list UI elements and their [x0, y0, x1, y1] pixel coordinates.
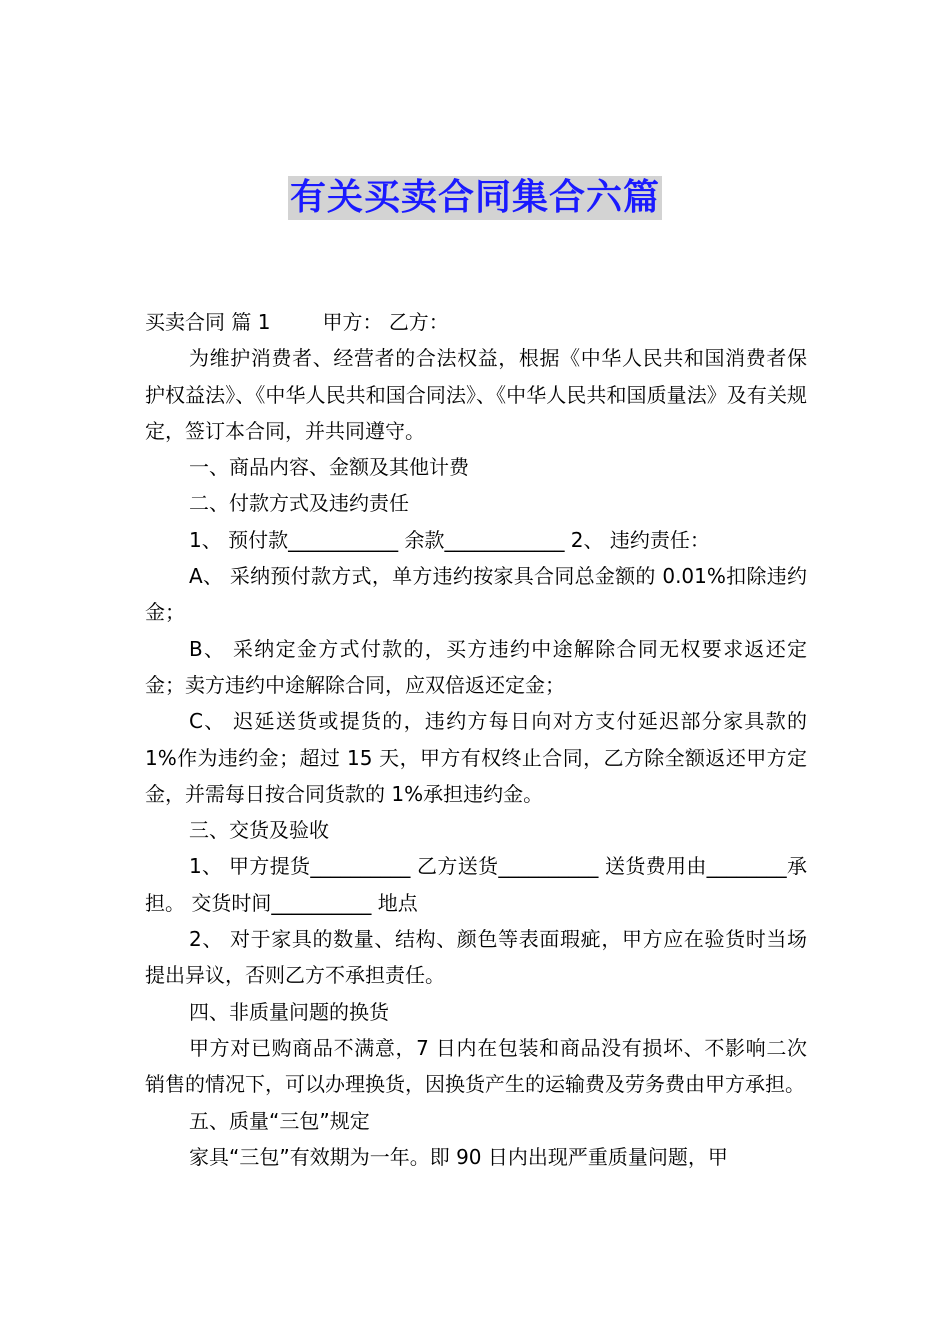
clause-b: B、 采纳定金方式付款的，买方违约中途解除合同无权要求返还定金；卖方违约中途解除合同，应双倍返还定金； — [145, 636, 807, 697]
delivery-clause-2: 2、 对于家具的数量、结构、颜色等表面瑕疵，甲方应在验货时当场提出异议，否则乙方不承担责任。 — [145, 927, 807, 988]
party-b-label: 乙方： — [388, 310, 449, 334]
warranty-clause: 家具“三包”有效期为一年。即 90 日内出现严重质量问题，甲 — [189, 1144, 728, 1169]
document-title: 有关买卖合同集合六篇 — [289, 177, 660, 218]
section-heading-4: 四、非质量问题的换货 — [189, 999, 389, 1024]
clause-c: C、 迟延送货或提货的，违约方每日向对方支付延迟部分家具款的 1%作为违约金；超过 15 天，甲方有权终止合同，乙方除全额返还甲方定金，并需每日按合同货款的 1%承担违约金。 — [145, 709, 807, 806]
party-a-label: 甲方： — [322, 310, 383, 334]
document-body — [145, 304, 807, 1175]
exchange-clause: 甲方对已购商品不满意，7 日内在包装和商品没有损坏、不影响二次销售的情况下，可以办理换货，因换货产生的运输费及劳务费由甲方承担。 — [145, 1035, 807, 1097]
title-container — [0, 176, 950, 220]
clause-a: A、 采纳预付款方式，单方违约按家具合同总金额的 0.01%扣除违约金； — [145, 564, 807, 625]
section-heading-3: 三、交货及验收 — [189, 818, 329, 843]
contract-heading-line — [145, 304, 807, 340]
section-heading-1: 一、商品内容、金额及其他计费 — [189, 455, 469, 480]
preamble-paragraph: 为维护消费者、经营者的合法权益，根据《中华人民共和国消费者保护权益法》、《中华人民共和国合同法》、《中华人民共和国质量法》及有关规定，签订本合同，并共同遵守。 — [145, 346, 807, 443]
contract-heading: 买卖合同 篇 1 — [145, 310, 271, 334]
delivery-clause-1: 1、 甲方提货__________ 乙方送货__________ 送货费用由________承担。 交货时间__________ 地点 — [145, 854, 807, 915]
payment-clause: 1、 预付款___________ 余款____________ 2、 违约责任： — [189, 527, 710, 552]
section-heading-5: 五、质量“三包”规定 — [189, 1108, 370, 1133]
section-heading-2: 二、付款方式及违约责任 — [189, 491, 409, 516]
